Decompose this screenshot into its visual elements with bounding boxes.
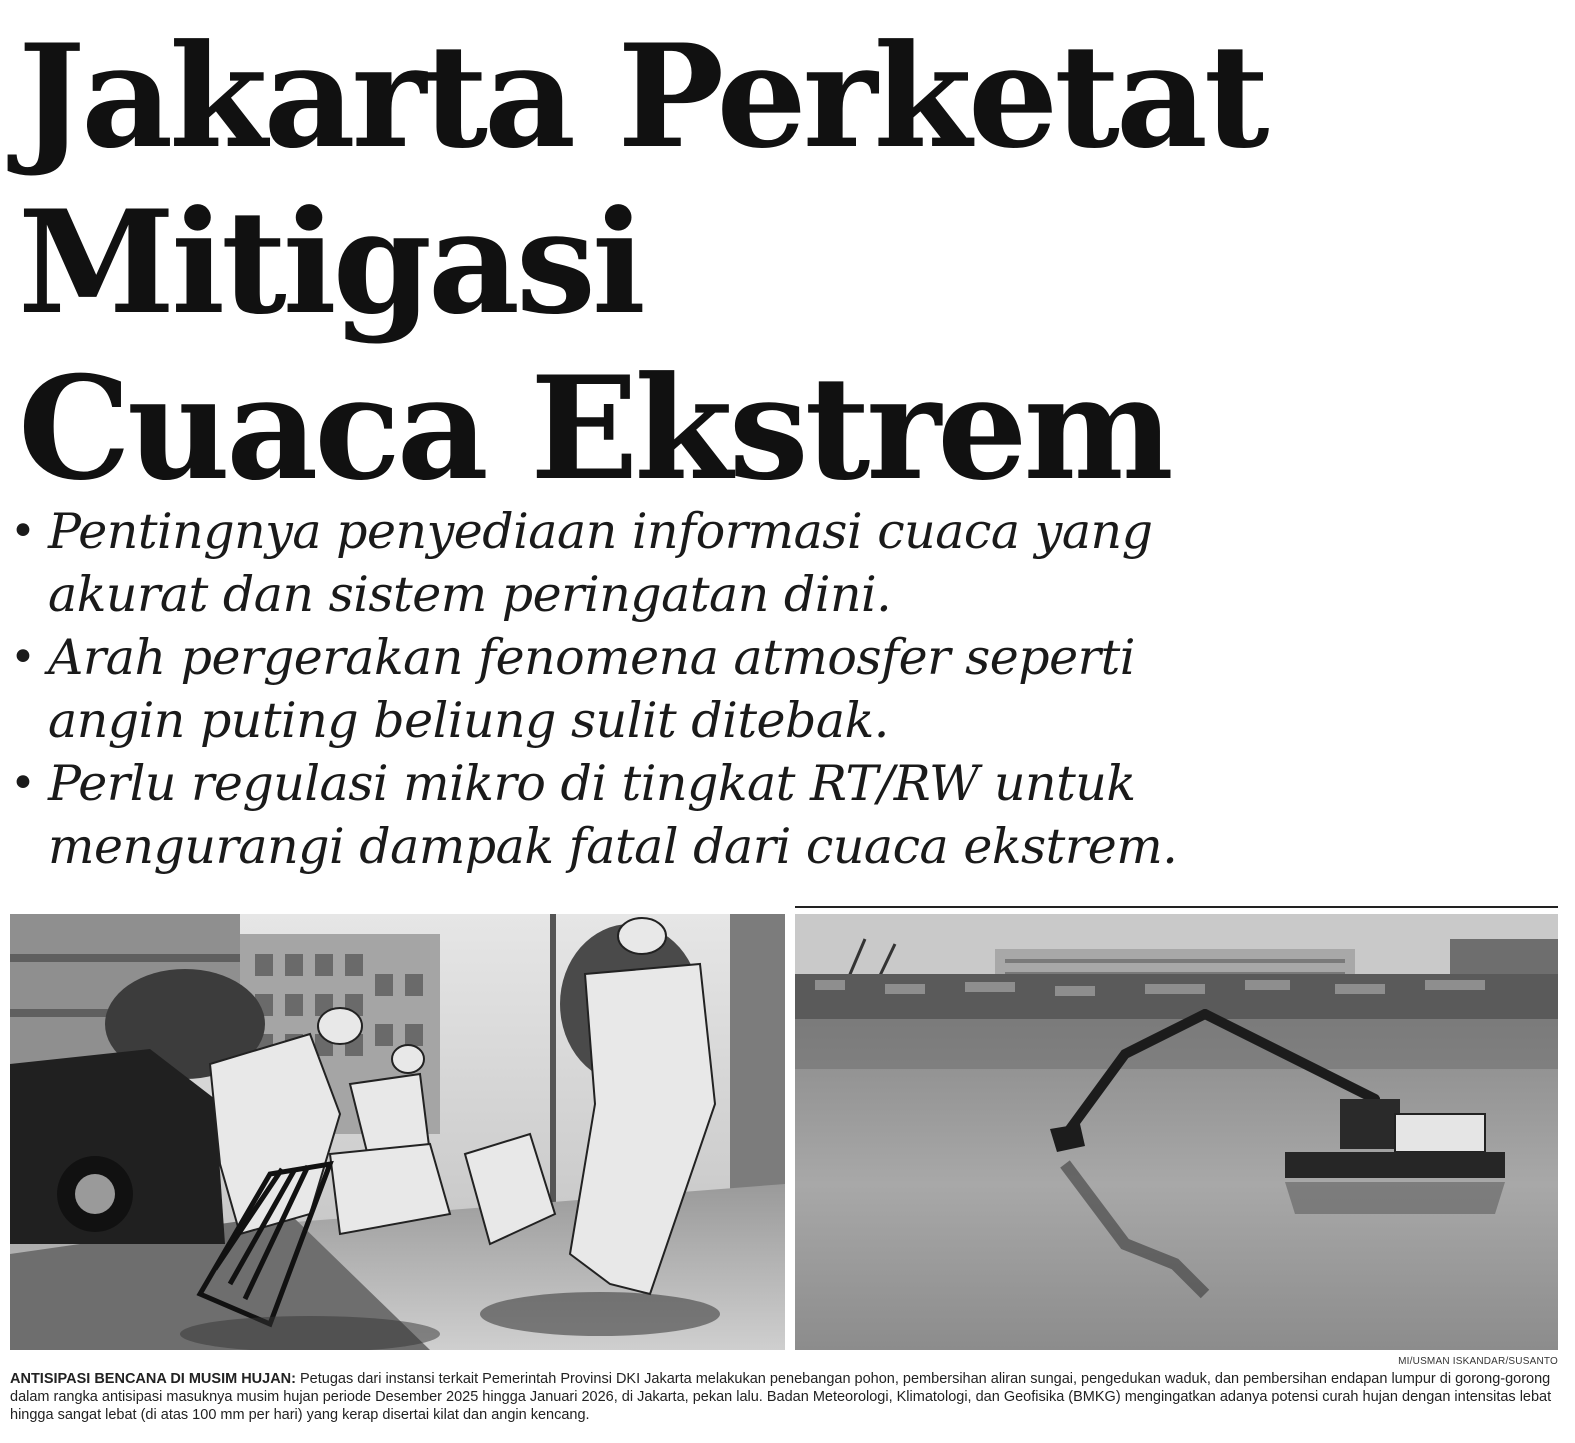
- caption-label: ANTISIPASI BENCANA DI MUSIM HUJAN:: [10, 1371, 296, 1387]
- bullet-dot-icon: •: [10, 758, 36, 809]
- bullet-item: [10, 500, 1210, 626]
- photo-excavator-reservoir: [795, 914, 1558, 1350]
- headline: [18, 14, 1266, 512]
- summary-bullets: [10, 500, 1210, 878]
- headline-line-1: Jakarta Perketat: [18, 14, 1266, 180]
- photo-drain-workers: [10, 914, 785, 1350]
- photo-caption: [10, 1370, 1558, 1424]
- photo-top-rule: [795, 906, 1558, 908]
- bullet-text: Perlu regulasi mikro di tingkat RT/RW untuk mengurangi dampak fatal dari cuaca ekstrem.: [48, 755, 1178, 875]
- bullet-text: Pentingnya penyediaan informasi cuaca yang akurat dan sistem peringatan dini.: [48, 503, 1153, 623]
- bullet-dot-icon: •: [10, 632, 36, 683]
- photo-excavator-reservoir-image: [795, 914, 1558, 1350]
- photo-credit: MI/USMAN ISKANDAR/SUSANTO: [1398, 1356, 1558, 1367]
- bullet-item: [10, 752, 1210, 878]
- headline-line-3: Cuaca Ekstrem: [18, 346, 1170, 512]
- bullet-item: [10, 626, 1210, 752]
- caption-text: Petugas dari instansi terkait Pemerintah Provinsi DKI Jakarta melakukan penebangan pohon, pembersihan aliran sungai, pengedukan waduk, dan pembersihan endapan lumpur di gorong-gorong dalam rangka antisipasi masuknya musim hujan periode Desember 2025 hingga Januari 2026, di Jakarta, pekan lalu. Badan Meteorologi, Klimatologi, dan Geofisika (BMKG) mengingatkan adanya potensi curah hujan dengan intensitas lebat hingga sangat lebat (di atas 100 mm per hari) yang kerap disertai kilat dan angin kencang.: [10, 1371, 1552, 1423]
- headline-line-2: Mitigasi: [18, 180, 642, 346]
- photo-drain-workers-image: [10, 914, 785, 1350]
- bullet-text: Arah pergerakan fenomena atmosfer seperti angin puting beliung sulit ditebak.: [48, 629, 1135, 749]
- bullet-dot-icon: •: [10, 506, 36, 557]
